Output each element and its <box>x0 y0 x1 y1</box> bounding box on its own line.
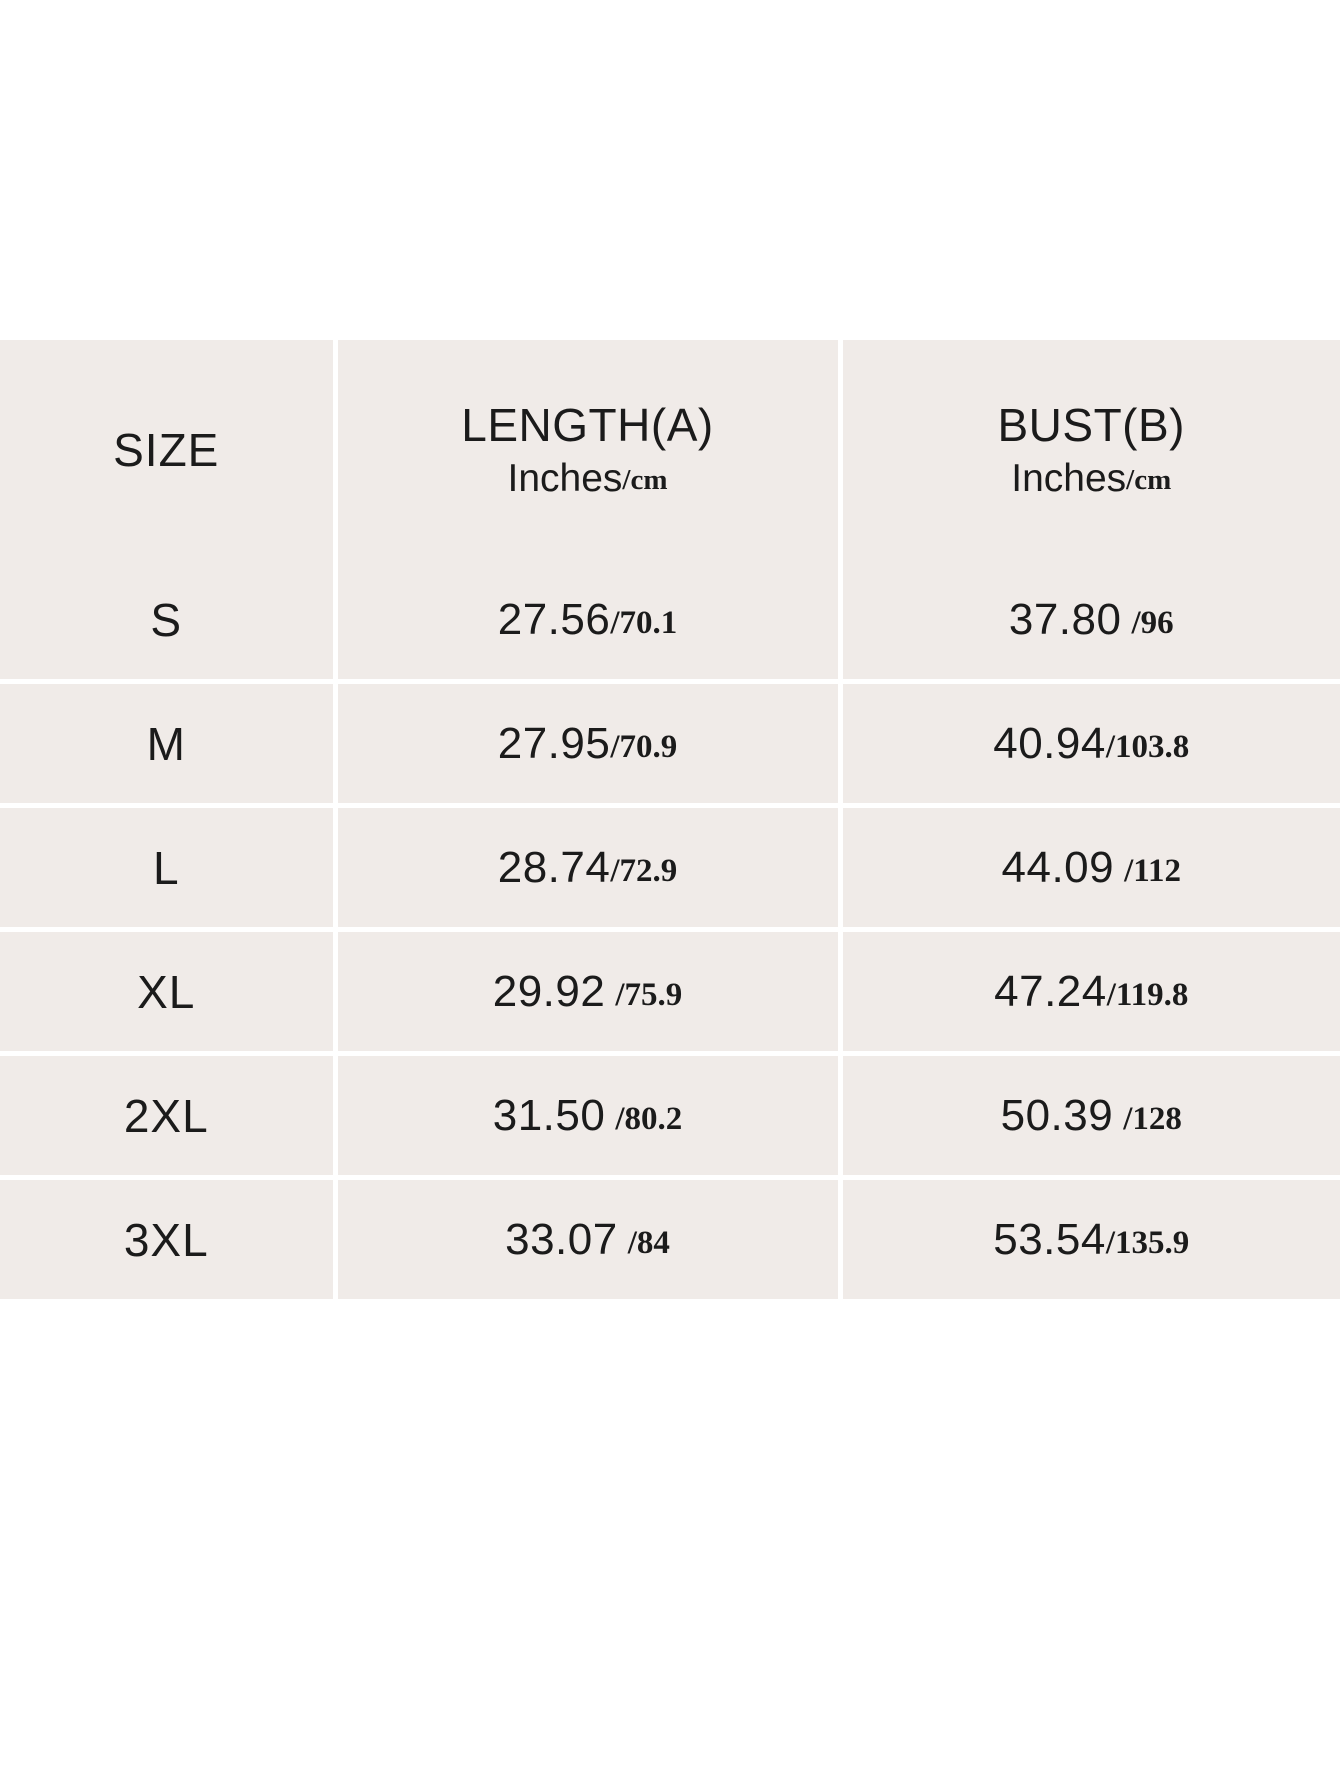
size-chart-container <box>0 340 1340 1299</box>
column-header-bust <box>840 340 1340 560</box>
cell-bust <box>840 930 1340 1054</box>
bust-measurement <box>1002 843 1181 893</box>
length-measurement <box>498 719 678 769</box>
length-measurement <box>493 967 683 1017</box>
column-header-length-units <box>338 458 838 501</box>
bust-measurement <box>1001 1091 1182 1141</box>
table-body <box>0 560 1340 1299</box>
bust-cm: /135.9 <box>1105 1224 1190 1261</box>
length-measurement <box>505 1215 670 1265</box>
cell-size <box>0 1054 335 1178</box>
cell-bust <box>840 1054 1340 1178</box>
table-row <box>0 1054 1340 1178</box>
cell-bust <box>840 682 1340 806</box>
bust-inches: 37.80 <box>1008 594 1122 644</box>
length-unit-inches: Inches <box>507 457 623 500</box>
table-row <box>0 930 1340 1054</box>
bust-measurement <box>1009 595 1174 645</box>
length-measurement <box>493 1091 683 1141</box>
bust-cm: /96 <box>1131 604 1174 641</box>
bust-inches: 44.09 <box>1001 842 1115 892</box>
size-chart-table <box>0 340 1340 1299</box>
table-header <box>0 340 1340 560</box>
cell-size <box>0 1178 335 1300</box>
cell-size <box>0 560 335 682</box>
length-inches: 28.74 <box>497 842 611 892</box>
cell-size <box>0 682 335 806</box>
column-header-size <box>0 340 335 560</box>
bust-measurement <box>994 967 1188 1017</box>
length-measurement <box>498 843 678 893</box>
size-value: 2XL <box>123 1089 209 1142</box>
cell-length <box>335 1054 840 1178</box>
table-row <box>0 806 1340 930</box>
bust-cm: /119.8 <box>1106 976 1189 1013</box>
length-inches: 27.56 <box>497 594 611 644</box>
bust-inches: 47.24 <box>994 966 1107 1016</box>
cell-length <box>335 930 840 1054</box>
table-row <box>0 560 1340 682</box>
bust-cm: /128 <box>1123 1100 1182 1137</box>
length-unit-cm: /cm <box>622 464 668 496</box>
size-value: M <box>146 717 186 770</box>
length-inches: 29.92 <box>492 966 606 1016</box>
column-header-bust-label: BUST(B) <box>997 399 1185 452</box>
bust-cm: /112 <box>1124 852 1181 889</box>
length-cm: /80.2 <box>615 1100 683 1137</box>
bust-unit-cm: /cm <box>1126 464 1172 496</box>
bust-inches: 53.54 <box>993 1214 1106 1264</box>
cell-bust <box>840 806 1340 930</box>
cell-length <box>335 682 840 806</box>
cell-length <box>335 1178 840 1300</box>
bust-measurement <box>993 719 1189 769</box>
bust-cm: /103.8 <box>1105 728 1190 765</box>
bust-inches: 40.94 <box>993 718 1106 768</box>
length-cm: /70.9 <box>610 728 678 765</box>
column-header-length <box>335 340 840 560</box>
cell-length <box>335 806 840 930</box>
size-value: XL <box>137 965 196 1018</box>
bust-inches: 50.39 <box>1000 1090 1114 1140</box>
size-value: S <box>150 593 183 646</box>
length-inches: 31.50 <box>492 1090 606 1140</box>
cell-size <box>0 930 335 1054</box>
cell-size <box>0 806 335 930</box>
header-row <box>0 340 1340 560</box>
length-measurement <box>498 595 678 645</box>
cell-length <box>335 560 840 682</box>
cell-bust <box>840 1178 1340 1300</box>
cell-bust <box>840 560 1340 682</box>
table-row <box>0 682 1340 806</box>
length-cm: /70.1 <box>610 604 678 641</box>
bust-measurement <box>993 1215 1189 1265</box>
column-header-bust-units <box>843 458 1340 501</box>
table-row <box>0 1178 1340 1300</box>
size-value: 3XL <box>123 1213 209 1266</box>
length-cm: /84 <box>627 1224 670 1261</box>
length-cm: /72.9 <box>610 852 678 889</box>
column-header-length-label: LENGTH(A) <box>461 399 714 452</box>
length-inches: 27.95 <box>497 718 611 768</box>
column-header-size-label: SIZE <box>113 423 220 476</box>
size-value: L <box>152 841 180 894</box>
bust-unit-inches: Inches <box>1011 457 1127 500</box>
length-cm: /75.9 <box>615 976 683 1013</box>
length-inches: 33.07 <box>505 1214 618 1264</box>
